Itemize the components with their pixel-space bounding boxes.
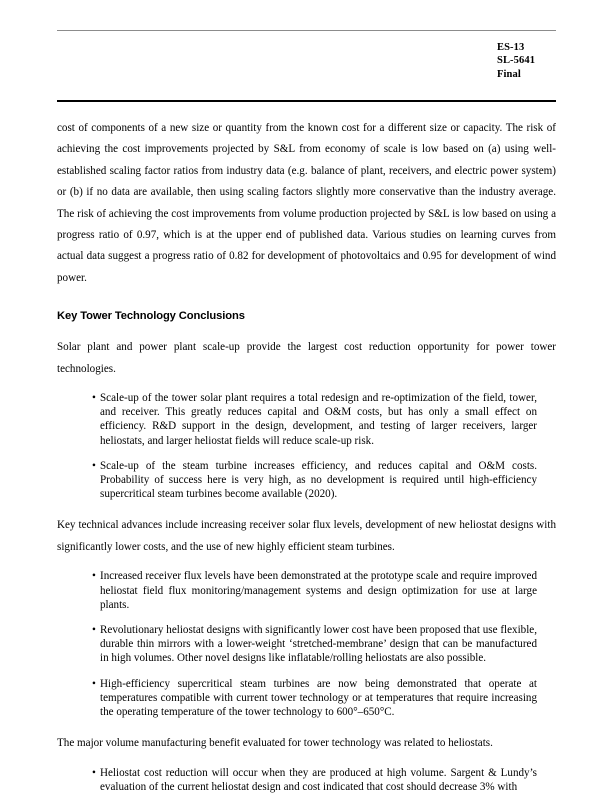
list-item-text: Revolutionary heliostat designs with significantly lower cost have been proposed that use flexible, durable thin mirrors with a lower-weight ‘stretched-membrane’ design that can be manufactured in high volumes. Other novel designs like inflatable/rolling heliostats are also possible.	[100, 623, 537, 665]
bullet-icon: •	[92, 392, 96, 405]
bullet-icon: •	[92, 766, 96, 779]
bullet-list-heliostat-cost	[57, 766, 537, 794]
paragraph-scale-up-opportunity: Solar plant and power plant scale-up provide the largest cost reduction opportunity for power tower technologies.	[57, 341, 556, 375]
bullet-icon: •	[92, 570, 96, 583]
list-item-text: Heliostat cost reduction will occur when they are produced at high volume. Sargent & Lundy’s evaluation of the current heliostat design and cost indicated that cost should decrease 3% with	[100, 766, 537, 793]
list-item-text: Scale-up of the steam turbine increases efficiency, and reduces capital and O&M costs. Probability of success here is very high, as no development is required until high-efficiency supercritical steam turbines become available (2020).	[100, 459, 537, 501]
paragraph-key-technical-advances: Key technical advances include increasing receiver solar flux levels, development of new heliostat designs with significantly lower costs, and the use of new highly efficient steam turbines.	[57, 519, 556, 553]
document-status: Final	[497, 68, 521, 80]
bullet-list-scale-up	[57, 391, 537, 501]
bullet-icon: •	[92, 677, 96, 690]
list-item	[57, 569, 537, 612]
bullet-list-technical-advances	[57, 569, 537, 719]
section-heading-key-tower-technology-conclusions: Key Tower Technology Conclusions	[57, 310, 245, 323]
page-header	[57, 30, 556, 81]
list-item	[57, 766, 537, 794]
paragraph-cost-scaling: cost of components of a new size or quantity from the known cost for a different size or capacity. The risk of achieving the cost improvements projected by S&L from economy of scale is low based on (a) using well-established scaling factor ratios from industry data (e.g. balance of plant, receivers, and electric power system) or (b) if no data are available, then using scaling factors slightly more conservative than the industry average. The risk of achieving the cost improvements from volume production projected by S&L is low based on using a progress ratio of 0.97, which is at the upper end of published data. Various studies on learning curves from actual data suggest a progress ratio of 0.82 for development of photovoltaics and 0.95 for development of wind power.	[57, 122, 556, 284]
bullet-icon: •	[92, 459, 96, 472]
document-id: ES-13	[497, 42, 525, 53]
paragraph-volume-manufacturing-benefit: The major volume manufacturing benefit evaluated for tower technology was related to heliostats.	[57, 737, 493, 750]
list-item	[57, 391, 537, 448]
list-item	[57, 677, 537, 720]
header-identifiers	[57, 41, 556, 81]
document-body	[57, 118, 556, 794]
list-item-text: Scale-up of the tower solar plant requires a total redesign and re-optimization of the field, tower, and receiver. This greatly reduces capital and O&M costs, but has only a small effect on efficiency. R&D support in the design, development, and testing of larger receivers, larger heliostats, and larger heliostat fields will reduce scale-up risk.	[100, 392, 537, 447]
list-item-text: High-efficiency supercritical steam turbines are now being demonstrated that operate at temperatures compatible with current tower technology or at temperatures that require increasing the operating temperature of the tower technology to 600°–650°C.	[100, 677, 537, 718]
header-top-rule	[57, 30, 556, 31]
list-item-text: Increased receiver flux levels have been demonstrated at the prototype scale and require improved heliostat field flux monitoring/management systems and design optimization for use at large plants.	[100, 570, 537, 611]
header-bottom-rule	[57, 100, 556, 102]
list-item	[57, 623, 537, 666]
report-number: SL-5641	[497, 55, 536, 67]
bullet-icon: •	[92, 623, 96, 636]
list-item	[57, 459, 537, 502]
